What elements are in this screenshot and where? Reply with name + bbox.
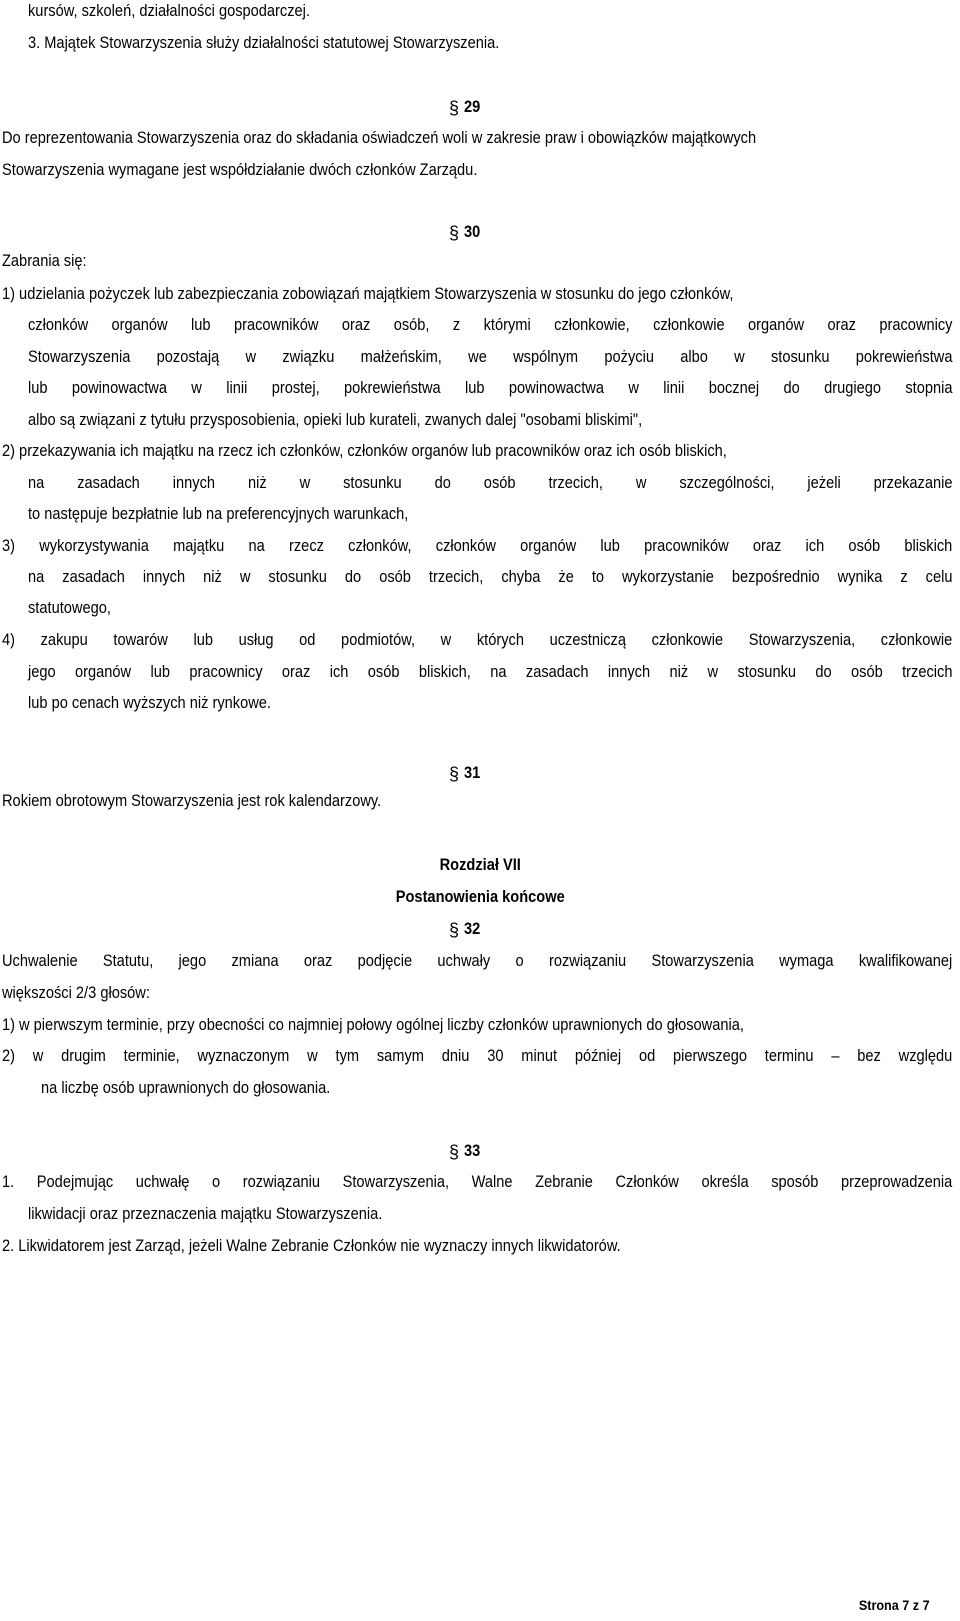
paragraph-mark: §	[449, 98, 460, 118]
page-number: Strona 7 z 7	[859, 1597, 930, 1613]
text-line: albo są związani z tytułu przysposobienia, opieki lub kurateli, zwanych dalej "osobami bliskimi",	[28, 410, 643, 429]
paragraph-mark: §	[449, 1142, 460, 1162]
text-line: Zabrania się:	[2, 251, 87, 270]
text-line: likwidacji oraz przeznaczenia majątku Stowarzyszenia.	[28, 1204, 383, 1223]
text-line: jego organów lub pracownicy oraz ich osób bliskich, na zasadach innych niż w stosunku do osób trzecich	[28, 662, 953, 681]
list-item: 2) w drugim terminie, wyznaczonym w tym samym dniu 30 minut później od pierwszego terminu – bez względu	[2, 1046, 953, 1065]
list-item: 4) zakupu towarów lub usług od podmiotów, w których uczestniczą członkowie Stowarzyszenia, członkowie	[2, 630, 953, 649]
text-line: Stowarzyszenia pozostają w związku małżeńskim, we wspólnym pożyciu albo w stosunku pokrewieństwa	[28, 347, 953, 366]
list-item: 2. Likwidatorem jest Zarząd, jeżeli Walne Zebranie Członków nie wyznaczy innych likwidatorów.	[2, 1236, 621, 1255]
list-item: 1. Podejmując uchwałę o rozwiązaniu Stowarzyszenia, Walne Zebranie Członków określa sposób przeprowadzenia	[2, 1172, 953, 1191]
paragraph-mark: §	[449, 920, 460, 940]
chapter-title: Rozdział VII	[439, 855, 521, 874]
text-line: Rokiem obrotowym Stowarzyszenia jest rok kalendarzowy.	[2, 791, 382, 810]
text-line: to następuje bezpłatnie lub na preferencyjnych warunkach,	[28, 504, 409, 523]
text-line: na liczbę osób uprawnionych do głosowania.	[41, 1078, 331, 1097]
list-item: 1) udzielania pożyczek lub zabezpieczania zobowiązań majątkiem Stowarzyszenia w stosunku do jego członków,	[2, 284, 734, 303]
text-line: Stowarzyszenia wymagane jest współdziałanie dwóch członków Zarządu.	[2, 160, 478, 179]
list-item: 2) przekazywania ich majątku na rzecz ich członków, członków organów lub pracowników oraz ich osób bliskich,	[2, 441, 727, 460]
text-line: kursów, szkoleń, działalności gospodarczej.	[28, 1, 310, 20]
text-line: na zasadach innych niż w stosunku do osób trzecich, w szczególności, jeżeli przekazanie	[28, 473, 953, 492]
text-line: statutowego,	[28, 598, 111, 617]
text-line: na zasadach innych niż w stosunku do osób trzecich, chyba że to wykorzystanie bezpośrednio wynika z celu	[28, 567, 953, 586]
section-number: 31	[464, 763, 481, 782]
text-line: Uchwalenie Statutu, jego zmiana oraz podjęcie uchwały o rozwiązaniu Stowarzyszenia wymaga kwalifikowanej	[2, 951, 953, 970]
text-line: lub po cenach wyższych niż rynkowe.	[28, 693, 271, 712]
list-item: 3. Majątek Stowarzyszenia służy działalności statutowej Stowarzyszenia.	[28, 33, 500, 52]
text-line: większości 2/3 głosów:	[2, 983, 150, 1002]
section-number: 32	[464, 919, 481, 938]
text-line: lub powinowactwa w linii prostej, pokrewieństwa lub powinowactwa w linii bocznej do drugiego stopnia	[28, 378, 953, 397]
section-number: 29	[464, 97, 481, 116]
section-number: 30	[464, 222, 481, 241]
section-number: 33	[464, 1141, 481, 1160]
list-item: 1) w pierwszym terminie, przy obecności co najmniej połowy ogólnej liczby członków uprawnionych do głosowania,	[2, 1015, 744, 1034]
paragraph-mark: §	[449, 223, 460, 243]
list-item: 3) wykorzystywania majątku na rzecz członków, członków organów lub pracowników oraz ich osób bliskich	[2, 536, 953, 555]
text-line: Do reprezentowania Stowarzyszenia oraz do składania oświadczeń woli w zakresie praw i obowiązków majątkowych	[2, 128, 757, 147]
chapter-subtitle: Postanowienia końcowe	[395, 887, 565, 906]
paragraph-mark: §	[449, 764, 460, 784]
text-line: członków organów lub pracowników oraz osób, z którymi członkowie, członkowie organów oraz pracownicy	[28, 315, 953, 334]
